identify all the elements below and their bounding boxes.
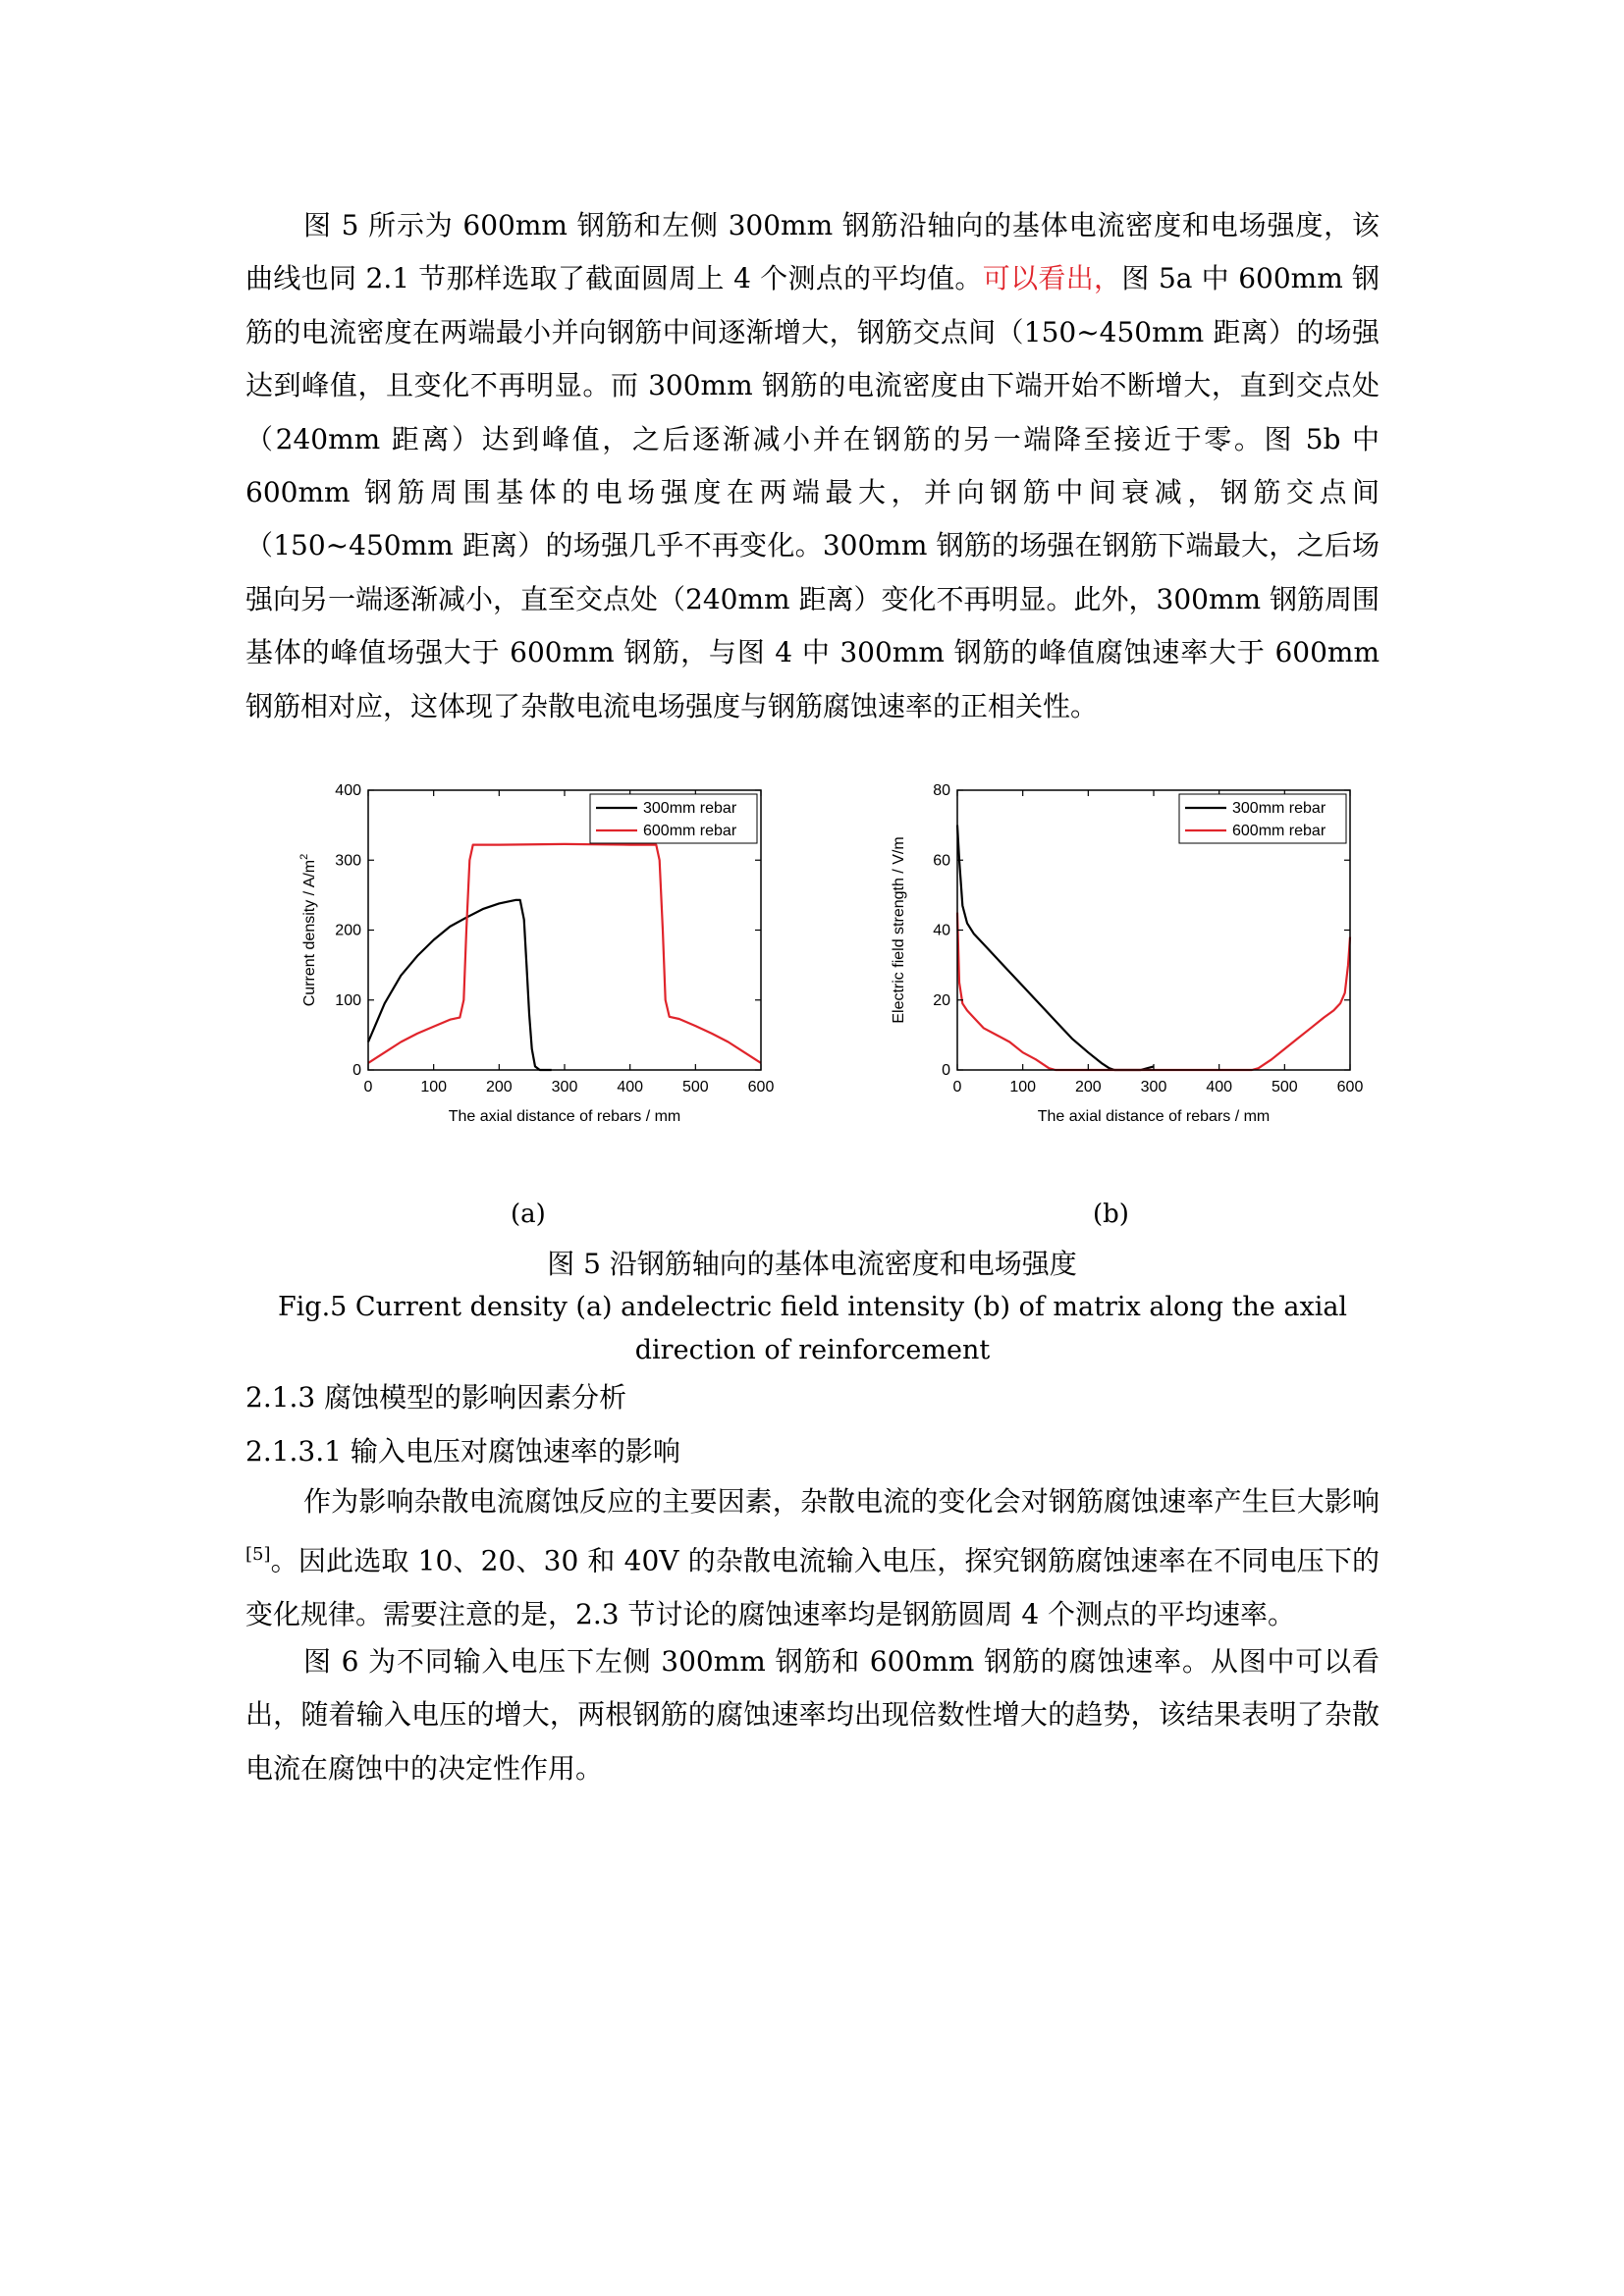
y-tick-label: 200 [335,922,361,939]
legend-label: 600mm rebar [1232,823,1326,839]
subfigure-label-b: (b) [1093,1200,1129,1229]
x-tick-label: 400 [617,1079,644,1095]
paragraph-fig6-description: 图 6 为不同输入电压下左侧 300mm 钢筋和 600mm 钢筋的腐蚀速率。从图中可以看出，随着输入电压的增大，两根钢筋的腐蚀速率均出现倍数性增大的趋势，该结果表明了杂散电流在腐蚀中的决定性作用。 [245,1645,1380,1785]
x-tick-label: 100 [420,1079,448,1095]
chart-b-svg [854,775,1365,1148]
x-tick-label: 400 [1206,1079,1233,1095]
x-tick-label: 600 [747,1079,775,1095]
x-tick-label: 0 [952,1079,962,1095]
x-tick-label: 600 [1336,1079,1364,1095]
section-heading-2-1-3-1: 2.1.3.1 输入电压对腐蚀速率的影响 [245,1435,680,1468]
x-axis-label: The axial distance of rebars / mm [448,1108,681,1125]
y-tick-label: 0 [352,1062,361,1079]
x-tick-label: 0 [363,1079,373,1095]
section-heading-2-1-3: 2.1.3 腐蚀模型的影响因素分析 [245,1381,627,1414]
y-axis-label-text: Current density / A/m [301,859,318,1007]
chart-a [265,775,776,1148]
paragraph1-text-after: 图 5a 中 600mm 钢筋的电流密度在两端最小并向钢筋中间逐渐增大，钢筋交点间（150~450mm 距离）的场强达到峰值，且变化不再明显。而 300mm 钢筋的电流密度由下端开始不断增大，直到交点处（240mm 距离）达到峰值，之后逐渐减小并在钢筋的另一端降至接近于零。图 5b 中 600mm 钢筋周围基体的电场强度在两端最大，并向钢筋中间衰减，钢筋交点间（150~450mm 距离）的场强几乎不再变化。300mm 钢筋的场强在钢筋下端最大，之后场强向另一端逐渐减小，直至交点处（240mm 距离）变化不再明显。此外，300mm 钢筋周围基体的峰值场强大于 600mm 钢筋，与图 4 中 300mm 钢筋的峰值腐蚀速率大于 600mm 钢筋相对应，这体现了杂散电流电场强度与钢筋腐蚀速率的正相关性。 [245,262,1380,722]
x-axis-label: The axial distance of rebars / mm [1037,1108,1271,1125]
y-tick-label: 20 [933,991,950,1009]
series-line-600mm-rebar [957,913,1350,1070]
y-axis-label-superscript: 2 [298,853,310,860]
paragraph2-text-after: 。因此选取 10、20、30 和 40V 的杂散电流输入电压，探究钢筋腐蚀速率在不同电压下的变化规律。需要注意的是，2.3 节讨论的腐蚀速率均是钢筋圆周 4 个测点的平均速率。 [245,1544,1380,1631]
y-axis-label [891,836,907,1023]
y-tick-label: 100 [335,991,361,1009]
legend-label: 300mm rebar [1232,800,1326,817]
figure-caption-en: Fig.5 Current density (a) andelectric field intensity (b) of matrix along the axial direction of reinforcement [277,1292,1348,1365]
figure-caption-zh: 图 5 沿钢筋轴向的基体电流密度和电场强度 [547,1248,1077,1280]
legend-label: 300mm rebar [643,800,737,817]
legend-label: 600mm rebar [643,823,737,839]
series-line-600mm-rebar [368,844,761,1063]
y-tick-label: 300 [335,852,361,870]
x-tick-label: 500 [1271,1079,1298,1095]
paragraph-fig5-description [245,199,1380,733]
x-tick-label: 300 [551,1079,578,1095]
figure-5 [245,775,1380,1247]
chart-b [854,775,1365,1148]
y-tick-label: 80 [933,782,950,799]
x-tick-label: 300 [1140,1079,1167,1095]
x-tick-label: 100 [1009,1079,1037,1095]
x-tick-label: 200 [1074,1079,1102,1095]
y-tick-label: 60 [933,852,950,870]
y-tick-label: 0 [942,1062,950,1079]
citation-ref: [5] [245,1544,271,1566]
y-tick-label: 400 [335,782,361,799]
y-tick-label: 40 [933,922,950,939]
paragraph-voltage-factor [245,1475,1380,1642]
y-axis-label-text: Electric field strength / V/m [891,836,907,1024]
y-axis-label [298,854,318,1007]
paragraph2-text-before: 作为影响杂散电流腐蚀反应的主要因素，杂散电流的变化会对钢筋腐蚀速率产生巨大影响 [303,1485,1380,1518]
paragraph1-highlight: 可以看出， [982,262,1122,295]
series-line-300mm-rebar [957,826,1154,1070]
subfigure-label-a: (a) [511,1200,546,1229]
x-tick-label: 200 [485,1079,513,1095]
paragraph1-text-before: 图 5 所示为 600mm 钢筋和左侧 300mm 钢筋沿轴向的基体电流密度和电场强度，该曲线也同 2.1 节那样选取了截面圆周上 4 个测点的平均值。 [245,209,1380,295]
chart-a-svg [265,775,776,1148]
x-tick-label: 500 [681,1079,709,1095]
